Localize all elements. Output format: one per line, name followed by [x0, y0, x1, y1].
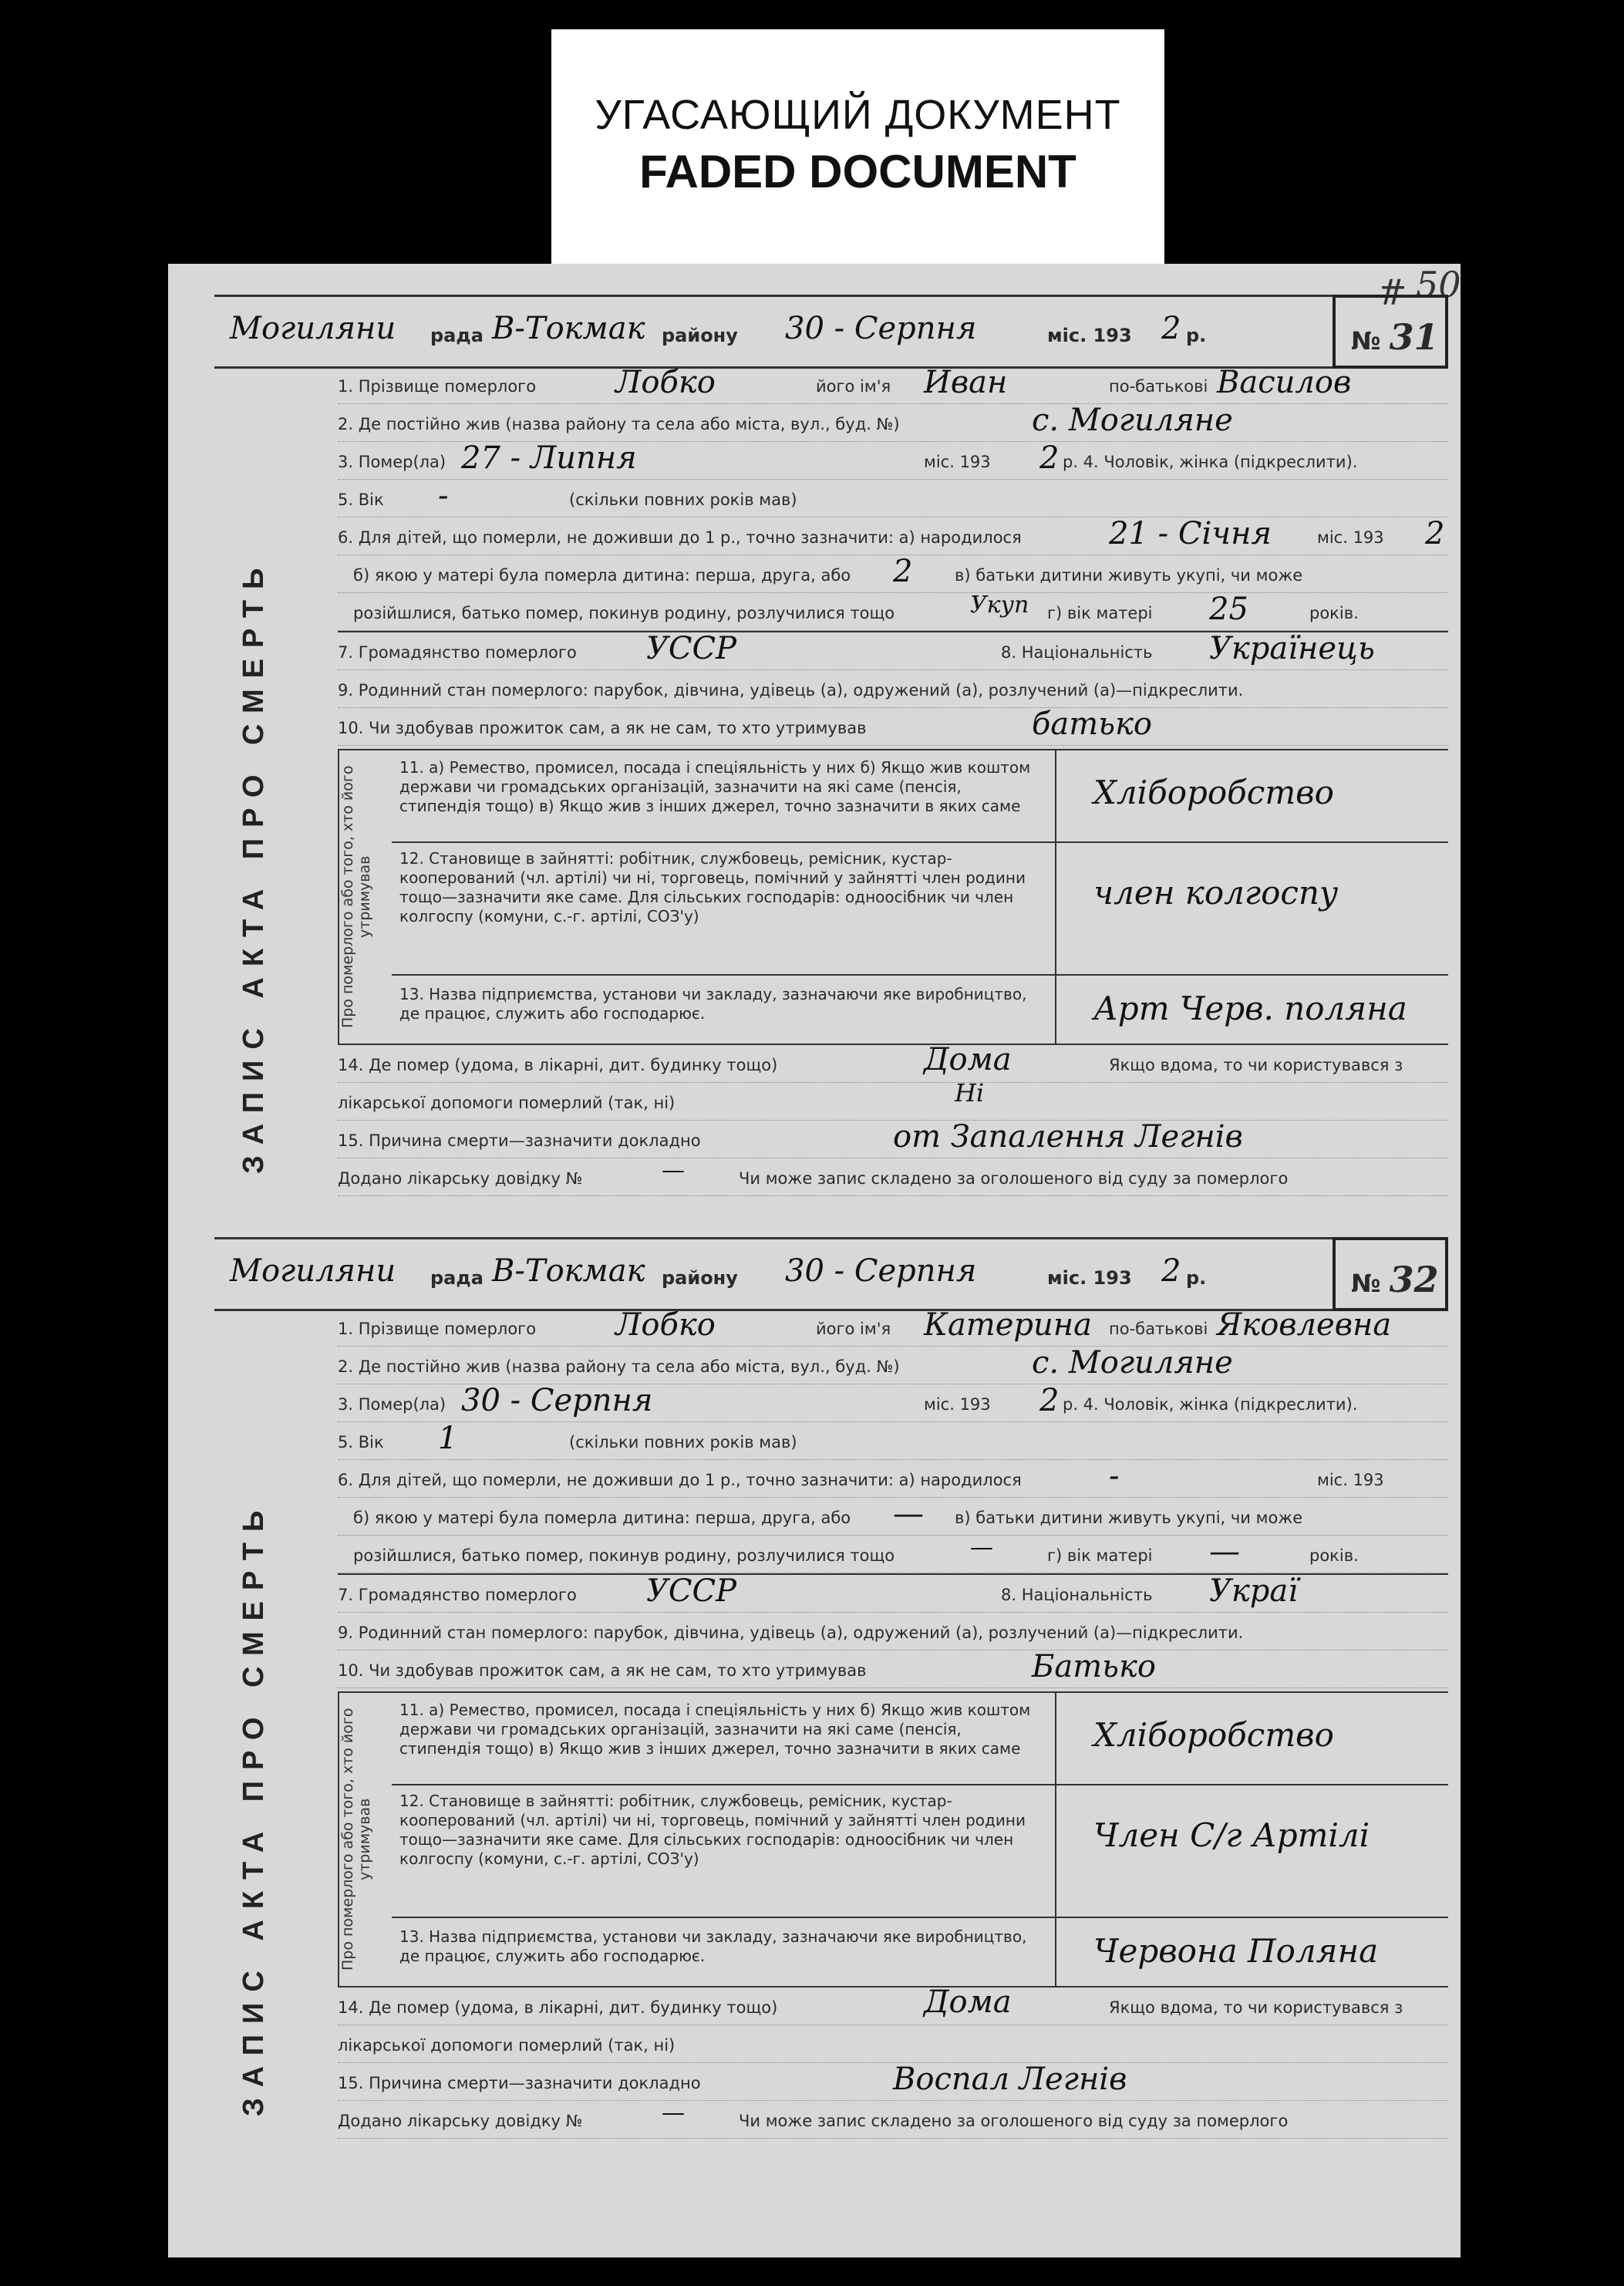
- patronymic-label: по-батькові: [1109, 1320, 1208, 1338]
- workplace-value: Червона Поляна: [1093, 1932, 1379, 1970]
- divider-12-13: [392, 1917, 1448, 1918]
- residence-label: 2. Де постійно жив (назва району та села або міста, вул., буд. №): [338, 1357, 900, 1376]
- citizenship-value: УССР: [646, 1573, 737, 1609]
- death-date-value: 27 - Липня: [461, 440, 637, 476]
- death-year-digit: 2: [1039, 1383, 1060, 1418]
- child-order-value: 2: [893, 554, 913, 589]
- sex-label: р. 4. Чоловік, жінка (підкреслити).: [1063, 453, 1358, 471]
- death-year-digit: 2: [1039, 440, 1060, 476]
- age-note: (скільки повних років мав): [569, 491, 797, 509]
- mother-age-value: 25: [1209, 592, 1248, 627]
- cause-label: 15. Причина смерти—зазначити докладно: [338, 1131, 701, 1150]
- district-name: В-Токмак: [492, 1253, 645, 1289]
- field-10-row: [338, 708, 1448, 746]
- year-suffix: р.: [1186, 1267, 1207, 1289]
- field-6b-row: [338, 555, 1448, 593]
- infant-born-label: 6. Для дітей, що померли, не доживши до 1 р., точно зазначити: а) народилося: [338, 528, 1022, 547]
- occupation-side-label: Про померлого або того, хто його утримував: [338, 750, 393, 1044]
- supporter-label: 10. Чи здобував прожиток сам, а як не сам, то хто утримував: [338, 1661, 867, 1680]
- field-9-row: [338, 670, 1448, 708]
- home-help-label: Якщо вдома, то чи користувався з: [1109, 1998, 1403, 2017]
- record-date: 30 - Серпня: [785, 1253, 977, 1289]
- medical-help-label: лікарської допомоги померлий (так, ні): [338, 2036, 676, 2055]
- name-label: його ім'я: [816, 377, 891, 396]
- workplace-question: 13. Назва підприємства, установи чи закладу, зазначаючи яке виробництво, де працює, служить або господарює.: [399, 985, 1027, 1023]
- faded-document-label: [551, 29, 1164, 265]
- record-header: [214, 1237, 1448, 1311]
- field-6c-row: [338, 593, 1448, 631]
- village-council: Могиляни: [230, 311, 396, 346]
- field-14-row: [338, 1042, 1448, 1083]
- record-number: 32: [1389, 1259, 1439, 1300]
- home-help-label: Якщо вдома, то чи користувався з: [1109, 1056, 1403, 1074]
- years-label: років.: [1309, 1546, 1359, 1565]
- divider-11-12: [392, 841, 1448, 843]
- citizenship-label: 7. Громадянство померлого: [338, 1586, 577, 1604]
- column-divider: [1055, 750, 1056, 1044]
- field-16-row: [338, 1158, 1448, 1196]
- mother-age-value: —: [1209, 1534, 1240, 1570]
- court-record-label: Чи може запис складено за оголошеного від суду за померлого: [739, 2112, 1289, 2130]
- sex-label: р. 4. Чоловік, жінка (підкреслити).: [1063, 1395, 1358, 1414]
- death-record-form-2: [214, 1237, 1448, 2130]
- occupation-value: Хліборобство: [1093, 1716, 1334, 1754]
- employment-question: 12. Становище в зайнятті: робітник, службовець, ремісник, кустар-кооперований (чл. артілі) чи ні, торговець, помічний у зайнятті член родини тощо—зазначити яке саме. Для сільських господарів: одноосібник чи член колгоспу (комуни, с.-г. артілі, СОЗ'у): [399, 1792, 1026, 1868]
- nationality-label: 8. Національність: [1001, 1586, 1153, 1604]
- field-1-row: [338, 366, 1448, 404]
- record-number: 31: [1389, 316, 1439, 358]
- district-name: В-Токмак: [492, 311, 645, 346]
- occupation-block: [338, 749, 1448, 1045]
- surname-label: 1. Прізвище померлого: [338, 1320, 537, 1338]
- citizenship-value: УССР: [646, 631, 737, 666]
- mother-age-label: г) вік матері: [1047, 604, 1153, 622]
- field-2-row: [338, 404, 1448, 442]
- residence-value: с. Могиляне: [1032, 1345, 1233, 1381]
- place-of-death-value: Дома: [924, 1042, 1012, 1077]
- child-order-label: б) якою у матері була померла дитина: перша, друга, або: [353, 566, 851, 585]
- supporter-value: батько: [1032, 706, 1152, 742]
- occupation-side-label: Про померлого або того, хто його утримував: [338, 1693, 393, 1986]
- born-month-label: міс. 193: [1317, 528, 1384, 547]
- cause-value: от Запалення Легнів: [893, 1119, 1243, 1155]
- born-year-digit: 2: [1425, 516, 1445, 551]
- surname-label: 1. Прізвище померлого: [338, 377, 537, 396]
- occupation-block: [338, 1691, 1448, 1988]
- parents-status-value: —: [970, 1534, 993, 1561]
- field-6a-row: [338, 518, 1448, 555]
- cause-label: 15. Причина смерти—зазначити докладно: [338, 2074, 701, 2092]
- rayonu-label: району: [662, 325, 738, 346]
- record-number-box: [1333, 1237, 1448, 1311]
- medical-help-label: лікарської допомоги померлий (так, ні): [338, 1094, 676, 1112]
- field-14b-row: [338, 2025, 1448, 2063]
- parents-status-value: Укуп: [970, 592, 1029, 619]
- name-value: Катерина: [924, 1307, 1092, 1343]
- death-date-label: 3. Помер(ла): [338, 1395, 446, 1414]
- supporter-value: Батько: [1032, 1649, 1156, 1684]
- employment-value: член колгоспу: [1093, 874, 1339, 912]
- field-3-row: [338, 1384, 1448, 1422]
- workplace-question: 13. Назва підприємства, установи чи закладу, зазначаючи яке виробництво, де працює, служить або господарює.: [399, 1927, 1027, 1965]
- record-date: 30 - Серпня: [785, 311, 977, 346]
- nationality-value: Українець: [1209, 631, 1375, 666]
- divider-11-12: [392, 1784, 1448, 1785]
- rada-label: рада: [430, 1267, 483, 1289]
- record-header: [214, 295, 1448, 369]
- field-6b-row: [338, 1498, 1448, 1536]
- record-number-box: [1333, 295, 1448, 369]
- divider-12-13: [392, 974, 1448, 976]
- born-value: -: [1109, 1458, 1120, 1494]
- label-english: FADED DOCUMENT: [639, 146, 1076, 197]
- surname-value: Лобко: [615, 1307, 716, 1343]
- occupation-question: 11. а) Ремество, промисел, посада і спеціяльність у них б) Якщо жив коштом держави чи громадських організацій, зазначити на які саме (пенсія, стипендія тощо) в) Якщо жив з інших джерел, точно зазначити в яких саме: [399, 1701, 1031, 1758]
- death-date-value: 30 - Серпня: [461, 1383, 653, 1418]
- born-value: 21 - Січня: [1109, 516, 1272, 551]
- cause-value: Воспал Легнів: [893, 2062, 1127, 2097]
- patronymic-value: Василов: [1217, 365, 1352, 400]
- age-label: 5. Вік: [338, 491, 384, 509]
- age-note: (скільки повних років мав): [569, 1433, 797, 1452]
- age-label: 5. Вік: [338, 1433, 384, 1452]
- born-month-label: міс. 193: [1317, 1471, 1384, 1489]
- field-5-row: [338, 480, 1448, 518]
- death-date-label: 3. Помер(ла): [338, 453, 446, 471]
- occupation-question: 11. а) Ремество, промисел, посада і спеціяльність у них б) Якщо жив коштом держави чи громадських організацій, зазначити на які саме (пенсія, стипендія тощо) в) Якщо жив з інших джерел, точно зазначити в яких саме: [399, 758, 1031, 815]
- rayonu-label: району: [662, 1267, 738, 1289]
- field-9-row: [338, 1613, 1448, 1650]
- medical-help-value: Ні: [955, 1078, 985, 1108]
- marital-status-label: 9. Родинний стан померлого: парубок, дівчина, удівець (а), одружений (а), розлучений (а)—підкреслити.: [338, 681, 1244, 700]
- parents-together-label: в) батьки дитини живуть укупі, чи може: [955, 1509, 1303, 1527]
- name-value: Иван: [924, 365, 1008, 400]
- age-value: -: [438, 478, 449, 514]
- marital-status-label: 9. Родинний стан померлого: парубок, дівчина, удівець (а), одружений (а), розлучений (а)—підкреслити.: [338, 1623, 1244, 1642]
- month-year-label: міс. 193: [1047, 1267, 1132, 1289]
- number-sign: №: [1351, 1269, 1381, 1298]
- record-fields: [338, 1309, 1448, 2139]
- residence-value: с. Могиляне: [1032, 403, 1233, 438]
- nationality-label: 8. Національність: [1001, 643, 1153, 662]
- column-divider: [1055, 1693, 1056, 1986]
- field-16-row: [338, 2101, 1448, 2139]
- age-value: 1: [438, 1421, 458, 1456]
- workplace-value: Арт Черв. поляна: [1093, 990, 1407, 1027]
- side-title: ЗАПИС АКТА ПРО СМЕРТЬ: [238, 557, 270, 1174]
- name-label: його ім'я: [816, 1320, 891, 1338]
- patronymic-value: Яковлевна: [1217, 1307, 1392, 1343]
- field-6c-row: [338, 1536, 1448, 1573]
- certificate-label: Додано лікарську довідку №: [338, 1169, 583, 1188]
- record-year-digit: 2: [1161, 311, 1181, 346]
- court-record-label: Чи може запис складено за оголошеного від суду за померлого: [739, 1169, 1289, 1188]
- infant-born-label: 6. Для дітей, що померли, не доживши до 1 р., точно зазначити: а) народилося: [338, 1471, 1022, 1489]
- record-year-digit: 2: [1161, 1253, 1181, 1289]
- parents-status-label: розійшлися, батько помер, покинув родину, розлучилися тощо: [353, 604, 895, 622]
- occupation-value: Хліборобство: [1093, 774, 1334, 811]
- margin-hash-mark: #: [1377, 271, 1407, 313]
- field-10-row: [338, 1650, 1448, 1688]
- supporter-label: 10. Чи здобував прожиток сам, а як не сам, то хто утримував: [338, 719, 867, 737]
- certificate-label: Додано лікарську довідку №: [338, 2112, 583, 2130]
- child-order-value: —: [893, 1496, 924, 1532]
- field-1-row: [338, 1309, 1448, 1347]
- year-suffix: р.: [1186, 325, 1207, 346]
- place-of-death-label: 14. Де помер (удома, в лікарні, дит. будинку тощо): [338, 1998, 778, 2017]
- field-6a-row: [338, 1460, 1448, 1498]
- parents-together-label: в) батьки дитини живуть укупі, чи може: [955, 566, 1303, 585]
- number-sign: №: [1351, 326, 1381, 356]
- label-russian: УГАСАЮЩИЙ ДОКУМЕНТ: [595, 92, 1121, 138]
- employment-question: 12. Становище в зайнятті: робітник, службовець, ремісник, кустар-кооперований (чл. артілі) чи ні, торговець, помічний у зайнятті член родини тощо—зазначити яке саме. Для сільських господарів: одноосібник чи член колгоспу (комуни, с.-г. артілі, СОЗ'у): [399, 849, 1026, 926]
- surname-value: Лобко: [615, 365, 716, 400]
- death-month-label: міс. 193: [924, 453, 991, 471]
- patronymic-label: по-батькові: [1109, 377, 1208, 396]
- place-of-death-label: 14. Де помер (удома, в лікарні, дит. будинку тощо): [338, 1056, 778, 1074]
- mother-age-label: г) вік матері: [1047, 1546, 1153, 1565]
- margin-page-number: 50: [1416, 264, 1461, 305]
- years-label: років.: [1309, 604, 1359, 622]
- record-fields: [338, 366, 1448, 1196]
- field-7-row: [338, 1573, 1448, 1613]
- residence-label: 2. Де постійно жив (назва району та села або міста, вул., буд. №): [338, 415, 900, 433]
- nationality-value: Украї: [1209, 1573, 1299, 1609]
- archive-sheet: [168, 264, 1461, 2257]
- field-15-row: [338, 1121, 1448, 1158]
- parents-status-label: розійшлися, батько помер, покинув родину, розлучилися тощо: [353, 1546, 895, 1565]
- death-record-form-1: [214, 295, 1448, 1188]
- field-7-row: [338, 631, 1448, 670]
- side-title: ЗАПИС АКТА ПРО СМЕРТЬ: [238, 1499, 270, 2116]
- certificate-value: —: [662, 2099, 685, 2126]
- field-14b-row: [338, 1078, 1448, 1121]
- death-month-label: міс. 193: [924, 1395, 991, 1414]
- village-council: Могиляни: [230, 1253, 396, 1289]
- field-3-row: [338, 442, 1448, 480]
- citizenship-label: 7. Громадянство померлого: [338, 643, 577, 662]
- field-5-row: [338, 1422, 1448, 1460]
- field-14-row: [338, 1984, 1448, 2025]
- rada-label: рада: [430, 325, 483, 346]
- field-15-row: [338, 2063, 1448, 2101]
- place-of-death-value: Дома: [924, 1984, 1012, 2020]
- month-year-label: міс. 193: [1047, 325, 1132, 346]
- employment-value: Член С/г Артілі: [1093, 1816, 1370, 1854]
- certificate-value: —: [662, 1157, 685, 1184]
- field-2-row: [338, 1347, 1448, 1384]
- child-order-label: б) якою у матері була померла дитина: перша, друга, або: [353, 1509, 851, 1527]
